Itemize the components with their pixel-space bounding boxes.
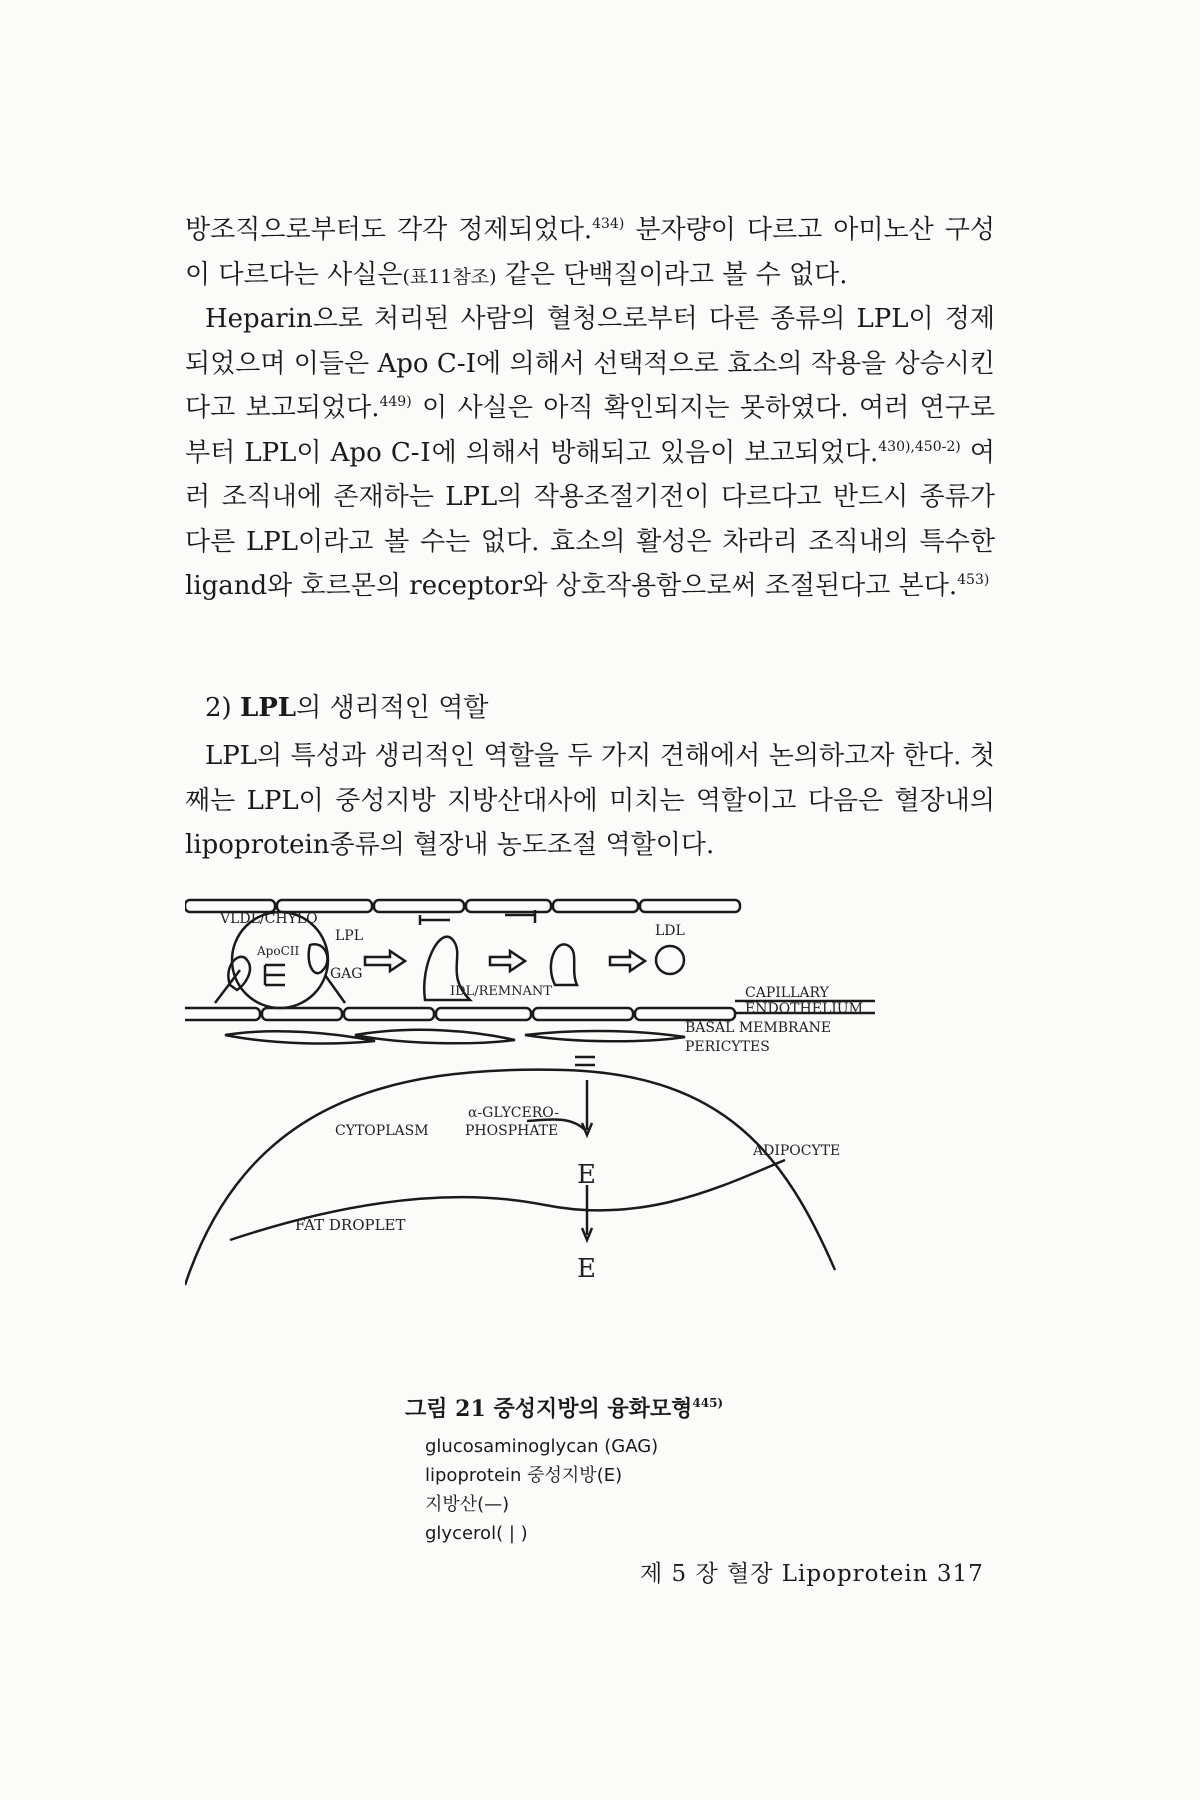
label-ldl: LDL (655, 923, 685, 939)
label-apocii: ApoCII (257, 944, 300, 958)
chapter-title: 제 5 장 혈장 Lipoprotein (640, 1561, 929, 1587)
arrow-3 (610, 951, 645, 971)
endothelial-cell-bottom-6 (635, 1008, 735, 1020)
label-pericytes: PERICYTES (685, 1039, 770, 1055)
endothelial-cell-bottom-5 (533, 1008, 633, 1020)
label-fat-droplet: FAT DROPLET (295, 1216, 406, 1234)
endothelial-cell-top-3 (374, 900, 464, 912)
caption-title-text: 그림 21 중성지방의 융화모형 (405, 1396, 693, 1422)
reference-449: 449) (379, 394, 412, 410)
paragraph-2-text-b: 이 사실은 아직 확인되지는 못하였다. 여러 연구로부터 LPL이 Apo C-Ⅰ에 의해서 방해되고 있음이 보고되었다. (185, 393, 995, 468)
label-E-droplet: E (577, 1254, 596, 1284)
label-E-cytoplasm: E (577, 1160, 596, 1190)
endothelial-cell-bottom-1 (185, 1008, 260, 1020)
label-adipocyte: ADIPOCYTE (753, 1143, 841, 1159)
pericyte-2 (355, 1030, 515, 1043)
arrow-1 (365, 951, 405, 971)
endothelial-cell-top-4 (466, 900, 551, 912)
label-gag: GAG (330, 966, 363, 982)
label-basal-membrane: BASAL MEMBRANE (685, 1020, 832, 1036)
lpl-blob-right (309, 944, 328, 973)
reference-434: 434) (592, 216, 625, 232)
paragraph-3: LPL의 특성과 생리적인 역할을 두 가지 견해에서 논의하고자 한다. 첫째는 LPL이 중성지방 지방산대사에 미치는 역할이고 다음은 혈장내의 lipoprotein종류의 혈장내 농도조절 역할이다. (185, 741, 995, 860)
legend-item-gag: glucosaminoglycan (GAG) (425, 1436, 659, 1457)
legend-item-fatty-acid: 지방산(—) (425, 1494, 510, 1515)
table-reference-note: (표11참조) (402, 265, 497, 288)
figure-caption (405, 1388, 1025, 1548)
arrow-2 (490, 951, 525, 971)
label-endothelium: ENDOTHELIUM (745, 1001, 863, 1017)
endothelial-cell-bottom-4 (436, 1008, 531, 1020)
label-vldl: VLDL/CHYLO (220, 911, 318, 927)
paragraph-2-text-a: Heparin으로 처리된 사람의 혈청으로부터 다른 종류의 LPL이 정제되었으며 이들은 Apo C-Ⅰ에 의해서 선택적으로 효소의 작용을 상승시킨다고 보고되었다. (185, 304, 995, 423)
page-footer (640, 1555, 984, 1588)
paragraph-2-text-c: 여러 조직내에 존재하는 LPL의 작용조절기전이 다르다고 반드시 종류가 다른 LPL이라고 볼 수는 없다. 효소의 활성은 차라리 조직내의 특수한 ligand와 호르몬의 receptor와 상호작용함으로써 조절된다고 본다. (185, 437, 995, 601)
paragraph-1 (185, 208, 995, 299)
label-glycero-2: PHOSPHATE (465, 1123, 559, 1139)
label-capillary: CAPILLARY (745, 985, 829, 1001)
paragraph-1-text-c: 같은 단백질이라고 볼 수 없다. (496, 259, 848, 290)
lpl-model-figure (185, 885, 1015, 1385)
figure-diagram (185, 885, 1015, 1385)
section-title-rest: 의 생리적인 역할 (296, 693, 489, 723)
reference-453: 453) (957, 572, 990, 588)
page-number: 317 (936, 1561, 984, 1587)
figure-legend (405, 1432, 1025, 1548)
endothelial-cell-top-5 (553, 900, 638, 912)
label-glycero-1: α-GLYCERO- (468, 1105, 559, 1121)
paragraph-1-text-a: 방조직으로부터도 각각 정제되었다. (185, 215, 593, 245)
adipocyte-membrane (185, 1070, 835, 1285)
label-lpl: LPL (335, 928, 364, 944)
caption-title (405, 1388, 1025, 1424)
label-cytoplasm: CYTOPLASM (335, 1123, 429, 1139)
ldl-particle (656, 946, 684, 974)
paragraph-2 (185, 297, 995, 609)
section-title-bold: LPL (239, 693, 297, 723)
label-idl: IDL/REMNANT (450, 984, 552, 999)
endothelial-cell-top-6 (640, 900, 740, 912)
remnant-particle (551, 944, 577, 985)
endothelial-cell-bottom-2 (262, 1008, 342, 1020)
reference-430-450: 430),450-2) (878, 438, 961, 455)
pericyte-3 (525, 1031, 685, 1041)
section-number: 2) (205, 693, 232, 723)
endothelial-cell-bottom-3 (344, 1008, 434, 1020)
pericyte-1 (225, 1031, 375, 1043)
caption-reference: 445) (692, 1396, 724, 1410)
legend-item-lipoprotein: lipoprotein 중성지방(E) (425, 1465, 623, 1486)
paragraph-1-text-b: 분자량이 다르고 아미노산 구성이 다르다는 사실은 (185, 215, 995, 290)
section-heading (205, 688, 488, 728)
legend-item-glycerol: glycerol( | ) (425, 1523, 528, 1544)
